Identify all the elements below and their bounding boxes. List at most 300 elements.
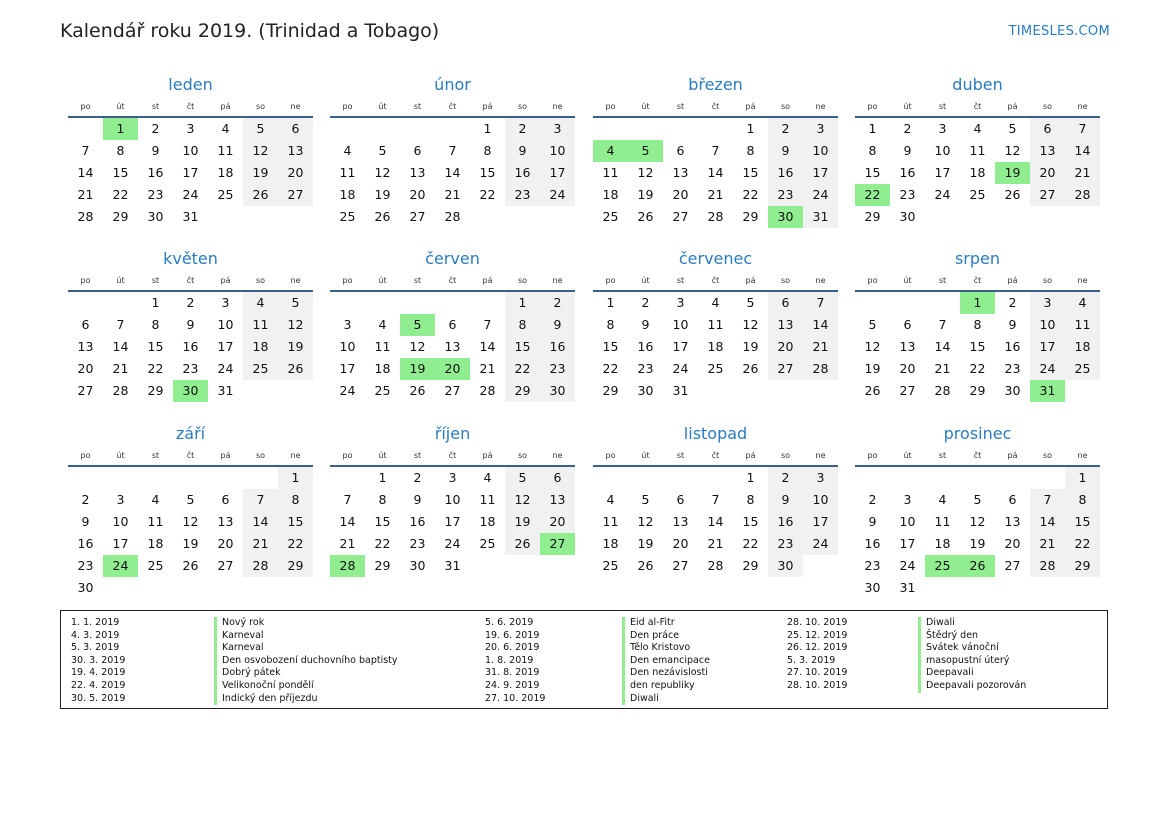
day-cell: 28 [243, 555, 278, 577]
month-name: prosinec [943, 424, 1012, 443]
day-cell: 18 [707, 339, 724, 354]
weekday-label: st [938, 451, 947, 460]
day-cell: 26 [243, 184, 278, 206]
legend-holiday-name: Deepavali pozorován [918, 680, 1026, 693]
day-cell: 29 [742, 558, 759, 573]
day-cell: 23 [637, 361, 654, 376]
day-cell: 24 [444, 536, 461, 551]
day-cell: 18 [217, 165, 234, 180]
weekday-label: so [255, 276, 266, 285]
weekday-label: ne [1077, 451, 1088, 460]
day-cell: 2 [413, 470, 422, 485]
day-cell: 9 [641, 317, 650, 332]
day-cell: 6 [278, 118, 313, 140]
legend-date: 28. 10. 2019 [787, 617, 848, 628]
month-name: říjen [434, 424, 471, 443]
day-cell: 8 [606, 317, 615, 332]
weekday-label: čt [973, 451, 982, 460]
day-cell: 19 [864, 361, 881, 376]
day-cell: 18 [602, 536, 619, 551]
weekday-label: ne [815, 102, 826, 111]
day-cell: 21 [339, 536, 356, 551]
day-grid [68, 118, 313, 228]
day-cell: 23 [768, 533, 803, 555]
day-cell: 17 [1030, 336, 1065, 358]
day-cell: 16 [147, 165, 164, 180]
day-cell: 12 [374, 165, 391, 180]
empty-cell [173, 467, 208, 489]
day-cell: 15 [1065, 511, 1100, 533]
day-cell: 9 [868, 514, 877, 529]
legend-holiday-name: Deepavali [918, 667, 1026, 680]
day-cell: 11 [707, 317, 724, 332]
empty-cell [243, 380, 278, 402]
day-cell: 7 [938, 317, 947, 332]
empty-cell [103, 577, 138, 599]
weekday-label: pá [220, 102, 231, 111]
day-grid [593, 292, 838, 402]
day-cell: 25 [1065, 358, 1100, 380]
day-cell: 3 [938, 121, 947, 136]
empty-cell [628, 467, 663, 489]
day-cell: 24 [1030, 358, 1065, 380]
day-grid [855, 467, 1100, 599]
legend-holiday-name: Nový rok [214, 617, 398, 630]
day-cell: 21 [1030, 533, 1065, 555]
month-name: srpen [954, 249, 1001, 268]
day-cell: 2 [768, 118, 803, 140]
day-cell: 5 [378, 143, 387, 158]
weekday-label: ne [290, 276, 301, 285]
day-cell: 25 [243, 358, 278, 380]
month-name: leden [168, 75, 213, 94]
weekday-label: čt [186, 276, 195, 285]
day-cell: 26 [409, 383, 426, 398]
weekday-label: čt [973, 276, 982, 285]
day-cell: 9 [768, 489, 803, 511]
day-cell: 7 [711, 492, 720, 507]
holiday-day-cell: 4 [593, 140, 628, 162]
day-cell: 20 [278, 162, 313, 184]
legend-holiday-name: Den emancipace [622, 655, 710, 668]
day-cell: 21 [112, 361, 129, 376]
empty-cell [365, 292, 400, 314]
empty-cell [1065, 577, 1100, 599]
empty-cell [330, 118, 365, 140]
empty-cell [505, 555, 540, 577]
day-cell: 1 [278, 467, 313, 489]
day-cell: 24 [899, 558, 916, 573]
weekday-label: čt [711, 276, 720, 285]
day-cell: 5 [868, 317, 877, 332]
day-cell: 9 [903, 143, 912, 158]
day-cell: 20 [768, 336, 803, 358]
brand-link[interactable]: TIMESLES.COM [1008, 24, 1110, 39]
weekday-label: po [867, 276, 878, 285]
month-name: červenec [678, 249, 753, 268]
weekday-label: út [641, 102, 650, 111]
day-cell: 2 [768, 467, 803, 489]
day-cell: 7 [711, 143, 720, 158]
day-cell: 23 [147, 187, 164, 202]
holiday-day-cell: 5 [400, 314, 435, 336]
day-grid [330, 467, 575, 577]
month-name: září [175, 424, 206, 443]
day-cell: 29 [1065, 555, 1100, 577]
day-cell: 18 [1065, 336, 1100, 358]
day-cell: 10 [803, 140, 838, 162]
weekday-label: st [676, 276, 685, 285]
weekday-label: po [80, 451, 91, 460]
day-cell: 3 [1030, 292, 1065, 314]
day-cell: 4 [483, 470, 492, 485]
weekday-label: pá [745, 276, 756, 285]
weekday-header [593, 98, 838, 118]
day-cell: 9 [413, 492, 422, 507]
weekday-label: čt [186, 451, 195, 460]
day-cell: 30 [540, 380, 575, 402]
legend-holiday-name: Velikonoční pondělí [214, 680, 398, 693]
weekday-label: pá [1007, 451, 1018, 460]
legend-names-col-3 [918, 617, 1026, 693]
day-cell: 31 [444, 558, 461, 573]
weekday-header [330, 447, 575, 467]
empty-cell [470, 555, 505, 577]
weekday-label: út [903, 102, 912, 111]
empty-cell [855, 467, 890, 489]
day-cell: 16 [409, 514, 426, 529]
day-cell: 22 [1065, 533, 1100, 555]
empty-cell [925, 467, 960, 489]
day-cell: 13 [77, 339, 94, 354]
empty-cell [470, 206, 505, 228]
weekday-header [330, 272, 575, 292]
day-cell: 7 [483, 317, 492, 332]
weekday-label: pá [1007, 276, 1018, 285]
month-name: únor [434, 75, 471, 94]
holiday-day-cell: 31 [1030, 380, 1065, 402]
weekday-label: ne [290, 451, 301, 460]
day-cell: 16 [768, 162, 803, 184]
month-10 [593, 423, 838, 577]
day-cell: 18 [602, 187, 619, 202]
day-cell: 25 [602, 209, 619, 224]
weekday-label: so [1042, 276, 1053, 285]
month-7 [855, 248, 1100, 402]
legend-names-col-1 [214, 617, 398, 705]
day-cell: 26 [505, 533, 540, 555]
holiday-day-cell: 1 [960, 292, 995, 314]
day-cell: 6 [413, 143, 422, 158]
weekday-label: ne [815, 276, 826, 285]
day-cell: 27 [672, 209, 689, 224]
day-cell: 14 [707, 514, 724, 529]
month-3 [855, 74, 1100, 228]
day-cell: 15 [742, 514, 759, 529]
weekday-label: st [413, 276, 422, 285]
day-cell: 3 [186, 121, 195, 136]
day-cell: 27 [217, 558, 234, 573]
day-cell: 14 [339, 514, 356, 529]
empty-cell [733, 380, 768, 402]
weekday-header [855, 447, 1100, 467]
empty-cell [1030, 577, 1065, 599]
day-cell: 15 [864, 165, 881, 180]
day-cell: 20 [899, 361, 916, 376]
day-cell: 5 [1008, 121, 1017, 136]
empty-cell [208, 206, 243, 228]
holiday-day-cell: 5 [628, 140, 663, 162]
legend-date: 27. 10. 2019 [485, 692, 546, 704]
empty-cell [698, 467, 733, 489]
day-cell: 17 [672, 339, 689, 354]
weekday-label: ne [552, 276, 563, 285]
weekday-label: út [641, 276, 650, 285]
legend-holiday-name: Svátek vánoční [918, 642, 1026, 655]
weekday-label: út [116, 451, 125, 460]
legend-holiday-name: Den práce [622, 630, 710, 643]
day-cell: 5 [278, 292, 313, 314]
day-cell: 28 [707, 558, 724, 573]
day-cell: 23 [409, 536, 426, 551]
day-cell: 25 [969, 187, 986, 202]
holiday-day-cell: 27 [540, 533, 575, 555]
empty-cell [243, 577, 278, 599]
weekday-label: st [151, 102, 160, 111]
day-cell: 24 [672, 361, 689, 376]
day-cell: 23 [182, 361, 199, 376]
empty-cell [925, 206, 960, 228]
day-cell: 29 [864, 209, 881, 224]
month-5 [330, 248, 575, 402]
day-cell: 13 [672, 514, 689, 529]
day-cell: 11 [479, 492, 496, 507]
day-cell: 26 [637, 558, 654, 573]
day-cell: 16 [182, 339, 199, 354]
day-cell: 6 [1008, 492, 1017, 507]
day-cell: 13 [1004, 514, 1021, 529]
day-cell: 27 [1030, 184, 1065, 206]
day-cell: 2 [81, 492, 90, 507]
day-cell: 28 [444, 209, 461, 224]
day-cell: 20 [1030, 162, 1065, 184]
day-cell: 9 [505, 140, 540, 162]
holiday-day-cell: 19 [400, 358, 435, 380]
empty-cell [365, 118, 400, 140]
day-cell: 3 [221, 295, 230, 310]
holiday-day-cell: 20 [435, 358, 470, 380]
day-cell: 12 [864, 339, 881, 354]
day-cell: 26 [182, 558, 199, 573]
weekday-label: po [342, 102, 353, 111]
day-cell: 4 [343, 143, 352, 158]
day-cell: 23 [899, 187, 916, 202]
day-cell: 1 [151, 295, 160, 310]
day-cell: 13 [278, 140, 313, 162]
day-cell: 28 [934, 383, 951, 398]
day-cell: 18 [374, 361, 391, 376]
day-cell: 1 [868, 121, 877, 136]
day-cell: 11 [339, 165, 356, 180]
weekday-label: so [780, 276, 791, 285]
day-cell: 5 [746, 295, 755, 310]
day-cell: 31 [803, 206, 838, 228]
day-cell: 3 [116, 492, 125, 507]
day-cell: 30 [147, 209, 164, 224]
day-cell: 31 [182, 209, 199, 224]
weekday-label: čt [186, 102, 195, 111]
day-cell: 24 [339, 383, 356, 398]
day-cell: 18 [934, 536, 951, 551]
day-cell: 24 [803, 533, 838, 555]
day-cell: 24 [217, 361, 234, 376]
day-cell: 8 [505, 314, 540, 336]
weekday-label: so [255, 102, 266, 111]
holiday-day-cell: 25 [925, 555, 960, 577]
day-cell: 6 [81, 317, 90, 332]
day-cell: 14 [803, 314, 838, 336]
weekday-label: čt [973, 102, 982, 111]
day-cell: 14 [479, 339, 496, 354]
holiday-day-cell: 30 [768, 206, 803, 228]
weekday-header [855, 272, 1100, 292]
day-cell: 4 [378, 317, 387, 332]
day-cell: 13 [540, 489, 575, 511]
day-cell: 10 [112, 514, 129, 529]
day-cell: 6 [676, 492, 685, 507]
day-cell: 18 [243, 336, 278, 358]
weekday-label: po [867, 102, 878, 111]
day-cell: 4 [973, 121, 982, 136]
day-cell: 10 [899, 514, 916, 529]
day-cell: 19 [505, 511, 540, 533]
day-cell: 29 [112, 209, 129, 224]
day-cell: 7 [1065, 118, 1100, 140]
day-cell: 26 [742, 361, 759, 376]
legend-holiday-name: Diwali [918, 617, 1026, 630]
weekday-label: čt [448, 451, 457, 460]
empty-cell [960, 577, 995, 599]
day-cell: 17 [540, 162, 575, 184]
day-cell: 27 [444, 383, 461, 398]
day-cell: 22 [278, 533, 313, 555]
month-0 [68, 74, 313, 228]
day-cell: 9 [540, 314, 575, 336]
weekday-label: so [255, 451, 266, 460]
day-cell: 17 [182, 165, 199, 180]
empty-cell [278, 577, 313, 599]
day-cell: 12 [409, 339, 426, 354]
day-cell: 12 [1004, 143, 1021, 158]
day-cell: 19 [637, 536, 654, 551]
empty-cell [243, 467, 278, 489]
day-cell: 2 [186, 295, 195, 310]
day-cell: 25 [479, 536, 496, 551]
day-cell: 28 [77, 209, 94, 224]
day-cell: 23 [505, 184, 540, 206]
legend-holiday-name: Den nezávislosti [622, 667, 710, 680]
weekday-label: út [378, 451, 387, 460]
day-cell: 13 [1030, 140, 1065, 162]
day-cell: 29 [278, 555, 313, 577]
holiday-day-cell: 24 [103, 555, 138, 577]
day-cell: 15 [112, 165, 129, 180]
day-cell: 27 [409, 209, 426, 224]
day-cell: 14 [934, 339, 951, 354]
legend-date: 30. 3. 2019 [71, 654, 126, 666]
day-cell: 11 [217, 143, 234, 158]
day-cell: 15 [278, 511, 313, 533]
day-cell: 20 [217, 536, 234, 551]
day-cell: 2 [868, 492, 877, 507]
day-cell: 3 [540, 118, 575, 140]
legend-date: 19. 4. 2019 [71, 667, 126, 679]
day-cell: 8 [483, 143, 492, 158]
month-4 [68, 248, 313, 402]
day-cell: 21 [934, 361, 951, 376]
legend-dates-col-2 [485, 617, 545, 705]
day-cell: 22 [602, 361, 619, 376]
holiday-day-cell: 26 [960, 555, 995, 577]
day-cell: 7 [448, 143, 457, 158]
empty-cell [208, 467, 243, 489]
day-cell: 5 [973, 492, 982, 507]
day-cell: 30 [409, 558, 426, 573]
day-cell: 21 [243, 533, 278, 555]
day-cell: 28 [803, 358, 838, 380]
day-cell: 13 [217, 514, 234, 529]
empty-cell [68, 292, 103, 314]
day-cell: 16 [899, 165, 916, 180]
day-cell: 18 [147, 536, 164, 551]
legend-date: 24. 9. 2019 [485, 679, 540, 691]
day-cell: 9 [81, 514, 90, 529]
legend-date: 26. 12. 2019 [787, 642, 848, 654]
day-cell: 19 [243, 162, 278, 184]
weekday-label: st [676, 102, 685, 111]
weekday-label: ne [1077, 102, 1088, 111]
day-cell: 26 [637, 209, 654, 224]
day-cell: 4 [606, 492, 615, 507]
day-cell: 25 [147, 558, 164, 573]
day-cell: 25 [374, 383, 391, 398]
weekday-label: so [780, 451, 791, 460]
legend-holiday-name: Karneval [214, 642, 398, 655]
day-cell: 6 [448, 317, 457, 332]
empty-cell [925, 577, 960, 599]
day-cell: 31 [672, 383, 689, 398]
day-cell: 4 [1065, 292, 1100, 314]
empty-cell [960, 206, 995, 228]
weekday-label: út [378, 276, 387, 285]
day-cell: 30 [899, 209, 916, 224]
day-cell: 6 [768, 292, 803, 314]
weekday-header [593, 272, 838, 292]
day-grid [593, 467, 838, 577]
day-cell: 20 [672, 536, 689, 551]
day-cell: 2 [540, 292, 575, 314]
weekday-header [330, 98, 575, 118]
empty-cell [505, 206, 540, 228]
empty-cell [1065, 206, 1100, 228]
day-cell: 16 [540, 336, 575, 358]
day-cell: 4 [221, 121, 230, 136]
day-cell: 21 [707, 536, 724, 551]
empty-cell [435, 118, 470, 140]
empty-cell [698, 118, 733, 140]
weekday-label: ne [552, 102, 563, 111]
day-cell: 30 [637, 383, 654, 398]
